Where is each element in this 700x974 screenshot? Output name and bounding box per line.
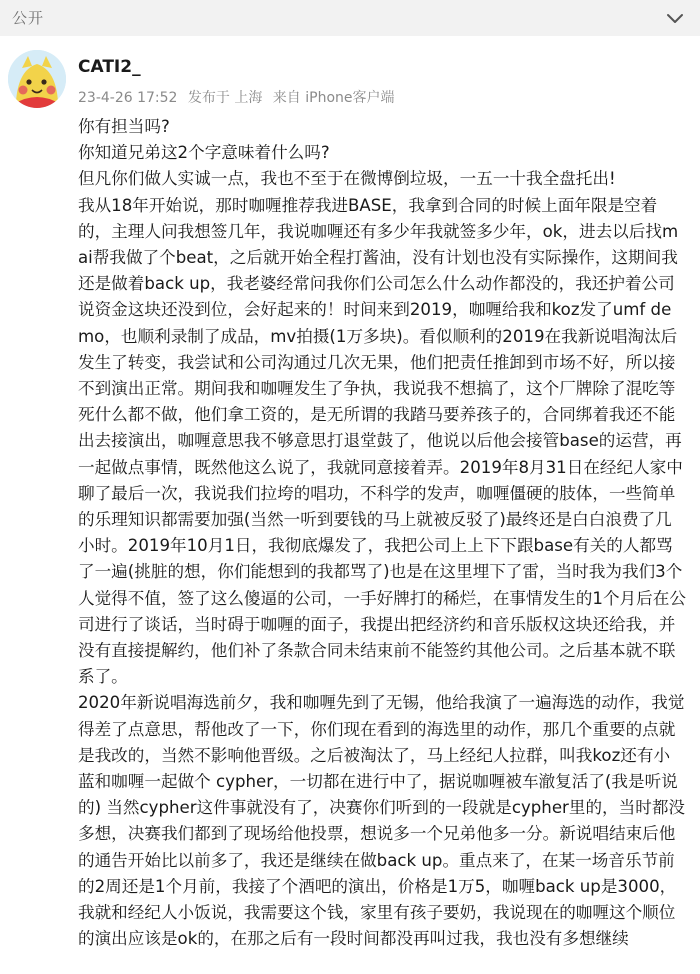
avatar-image-icon — [8, 50, 66, 108]
visibility-label: 公开 — [12, 9, 45, 27]
post-paragraph: 2020年新说唱海选前夕，我和咖喱先到了无锡，他给我演了一遍海选的动作，我觉得差了点意思，帮他改了一下，你们现在看到的海选里的动作，那几个重要的点就是我改的，当然不影响他晋级。之后被淘汰了，马上经纪人拉群，叫我koz还有小蓝和咖喱一起做个 cypher，一切都在进行中了，据说咖喱被车澈复活了(我是听说的) 当然cypher这件事就没有了，决赛你们听到的一段就是cypher里的，当时都没多想，决赛我们都到了现场给他投票，想说多一个兄弟他多一分。新说唱结束后他的通告开始比以前多了，我还是继续在做back up。重点来了，在某一场音乐节前的2周还是1个月前，我接了个酒吧的演出，价格是1万5，咖喱back up是3000，我就和经纪人小饭说，我需要这个钱，家里有孩子要奶，我说现在的咖喱这个顺位的演出应该是ok的，在那之后有一段时间都没再叫过我，我也没有多想继续 — [78, 693, 686, 949]
top-bar — [0, 0, 700, 36]
post-location: 发布于 上海 — [187, 90, 263, 106]
post-paragraph: 但凡你们做人实诚一点，我也不至于在微博倒垃圾，一五一十我全盘托出! — [78, 169, 616, 189]
post-meta — [78, 87, 401, 107]
chevron-down-icon[interactable] — [664, 7, 686, 29]
avatar[interactable] — [8, 50, 66, 108]
post-paragraph: 我从18年开始说，那时咖喱推荐我进BASE，我拿到合同的时候上面年限是空着的，主理人问我想签几年，我说咖喱还有多少年我就签多少年，ok，进去以后找mai帮我做了个beat，之后就开始全程打酱油，没有计划也没有实际操作，这期间我还是做着back up，我老婆经常问我你们公司怎么什么动作都没的，我还护着公司说资金这块还没到位，会好起来的！时间来到2019，咖喱给我和koz发了umf demo，也顺利录制了成品，mv拍摄(1万多块)。看似顺利的2019在我新说唱淘汰后发生了转变，我尝试和公司沟通过几次无果，他们把责任推卸到市场不好，所以接不到演出正常。期间我和咖喱发生了争执，我说我不想搞了，这个厂牌除了混吃等死什么都不做，他们拿工资的，是无所谓的我踏马要养孩子的，合同绑着我还不能出去接演出，咖喱意思我不够意思打退堂鼓了，他说以后他会接管base的运营，再一起做点事情，既然他这么说了，我就同意接着弄。2019年8月31日在经纪人家中聊了最后一次，我说我们拉垮的唱功，不科学的发声，咖喱僵硬的肢体，一些简单的乐理知识都需要加强(当然一听到要钱的马上就被反驳了)最终还是白白浪费了几小时。2019年10月1日，我彻底爆发了，我把公司上上下下跟base有关的人都骂了一遍(挑脏的想，你们能想到的我都骂了)也是在这里埋下了雷，当时我为我们3个人觉得不值，签了这么傻逼的公司，一手好牌打的稀烂，在事情发生的1个月后在公司进行了谈话，当时碍于咖喱的面子，我提出把经济约和音乐版权这块还给我，并没有直接提解约，他们补了条款合同未结束前不能签约其他公司。之后基本就不联系了。 — [78, 195, 686, 687]
post-timestamp: 23-4-26 17:52 — [78, 90, 178, 106]
post-content — [78, 114, 686, 953]
post-source: 来自 iPhone客户端 — [272, 90, 395, 106]
username[interactable]: CATI2_ — [78, 57, 141, 77]
post-paragraph: 你知道兄弟这2个字意味着什么吗? — [78, 143, 330, 163]
post-paragraph: 你有担当吗? — [78, 117, 170, 136]
